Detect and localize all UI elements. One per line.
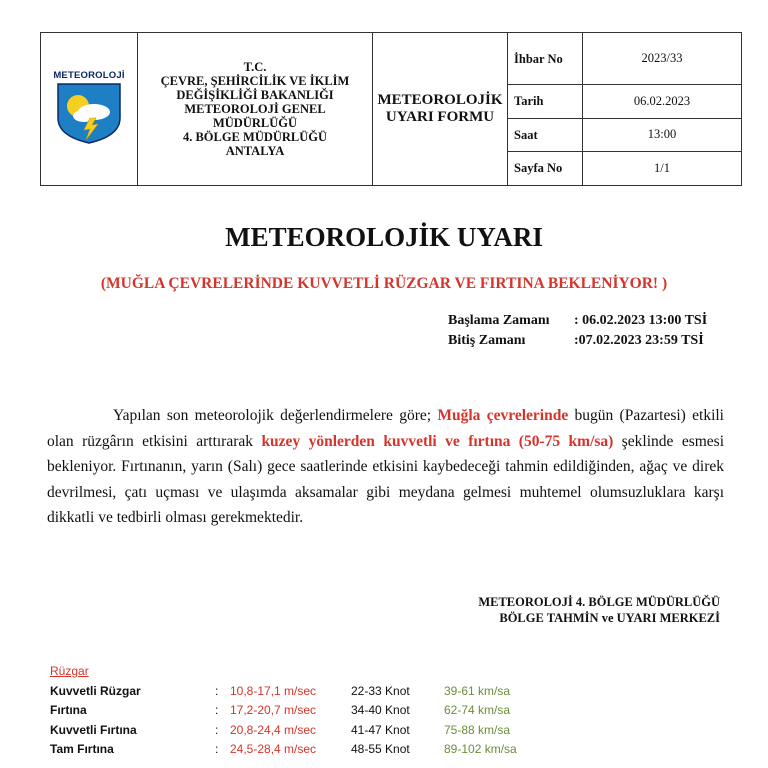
wind-speed-kmh: 62-74 km/sa — [444, 703, 511, 718]
weather-shield-icon — [56, 82, 122, 144]
wind-row — [50, 740, 517, 760]
field-label-tarih: Tarih — [508, 85, 583, 118]
body-text: şeklinde esmesi bekleniyor. Fırtınanın, yarın (Salı) gece saatlerinde etkisini kaybedeceği tahmin edildiğinden, ağaç ve direk devrilmesi, çatı uçması ve ulaşımda aksamalar gibi meydana gelmesi muhtemel olumsuzluklara karşı dikkatli ve tedbirli olması gerekmektedir. — [47, 432, 725, 526]
wind-category: Tam Fırtına — [50, 742, 114, 757]
wind-speed-ms: 17,2-20,7 m/sec — [230, 703, 317, 718]
colon-separator: : — [215, 722, 219, 737]
field-value-tarih: 06.02.2023 — [583, 85, 742, 118]
wind-speed-knot: 22-33 Knot — [351, 683, 410, 698]
wind-speed-ms: 10,8-17,1 m/sec — [230, 683, 317, 698]
org-line: T.C. — [243, 60, 267, 74]
wind-category: Kuvvetli Fırtına — [50, 722, 137, 737]
signature-block — [478, 594, 720, 626]
form-title-cell — [373, 33, 508, 186]
time-range — [448, 311, 707, 351]
wind-speed-ms: 20,8-24,4 m/sec — [230, 722, 317, 737]
wind-speed-kmh: 75-88 km/sa — [444, 722, 511, 737]
colon-separator: : — [215, 742, 219, 757]
wind-speed-knot: 34-40 Knot — [351, 703, 410, 718]
wind-row — [50, 701, 517, 721]
body-highlight-wind: kuzey yönlerden kuvvetli ve fırtına (50-75 km/sa) — [261, 432, 614, 450]
body-highlight-region: Muğla çevrelerinde — [437, 407, 569, 424]
wind-row — [50, 681, 517, 701]
meteorology-logo — [53, 70, 124, 149]
signature-line: BÖLGE TAHMİN ve UYARI MERKEZİ — [499, 611, 720, 625]
wind-speed-knot: 48-55 Knot — [351, 742, 410, 757]
wind-row — [50, 720, 517, 740]
org-line: DEĞİŞİKLİĞİ BAKANLIĞI — [176, 88, 334, 102]
body-text: bugün (Pazartesi) etkili olan rüzgârın etkisini arttırarak — [47, 407, 724, 450]
form-title-line: METEOROLOJİK — [377, 92, 503, 108]
org-line: 4. BÖLGE MÜDÜRLÜĞÜ — [182, 130, 328, 144]
warning-body — [47, 403, 724, 531]
logo-cell — [41, 33, 138, 186]
document-subtitle: (MUĞLA ÇEVRELERİNDE KUVVETLİ RÜZGAR VE FIRTINA BEKLENİYOR! ) — [100, 275, 668, 292]
org-line: METEOROLOJİ GENEL — [184, 102, 326, 116]
start-time-value: : 06.02.2023 13:00 TSİ — [574, 313, 708, 328]
field-label-sayfa: Sayfa No — [508, 151, 583, 185]
signature-line: METEOROLOJİ 4. BÖLGE MÜDÜRLÜĞÜ — [478, 595, 720, 609]
field-value-ihbar: 2023/33 — [583, 33, 742, 85]
wind-category: Fırtına — [50, 703, 87, 718]
colon-separator: : — [215, 703, 219, 718]
org-line: ANTALYA — [225, 144, 285, 158]
organization-cell — [138, 33, 373, 186]
wind-speed-kmh: 39-61 km/sa — [444, 683, 511, 698]
wind-speed-ms: 24,5-28,4 m/sec — [230, 742, 317, 757]
end-time-label: Bitiş Zamanı — [448, 333, 526, 348]
logo-text: METEOROLOJİ — [53, 69, 125, 81]
body-text: Yapılan son meteorolojik değerlendirmelere göre; — [113, 407, 438, 424]
header-table — [40, 32, 742, 186]
org-line: ÇEVRE, ŞEHİRCİLİK VE İKLİM — [160, 74, 350, 88]
field-label-saat: Saat — [508, 118, 583, 151]
wind-speed-kmh: 89-102 km/sa — [444, 742, 517, 757]
wind-speed-knot: 41-47 Knot — [351, 722, 410, 737]
form-title-line: UYARI FORMU — [385, 109, 495, 125]
field-value-sayfa: 1/1 — [583, 151, 742, 185]
document-title: METEOROLOJİK UYARI — [225, 222, 543, 252]
wind-scale-title: Rüzgar — [50, 664, 89, 678]
start-time-label: Başlama Zamanı — [448, 313, 550, 328]
wind-scale-table — [50, 664, 517, 759]
wind-category: Kuvvetli Rüzgar — [50, 683, 141, 698]
field-value-saat: 13:00 — [583, 118, 742, 151]
org-line: MÜDÜRLÜĞÜ — [212, 116, 298, 130]
field-label-ihbar: İhbar No — [508, 33, 583, 85]
colon-separator: : — [215, 683, 219, 698]
end-time-value: :07.02.2023 23:59 TSİ — [574, 333, 704, 348]
